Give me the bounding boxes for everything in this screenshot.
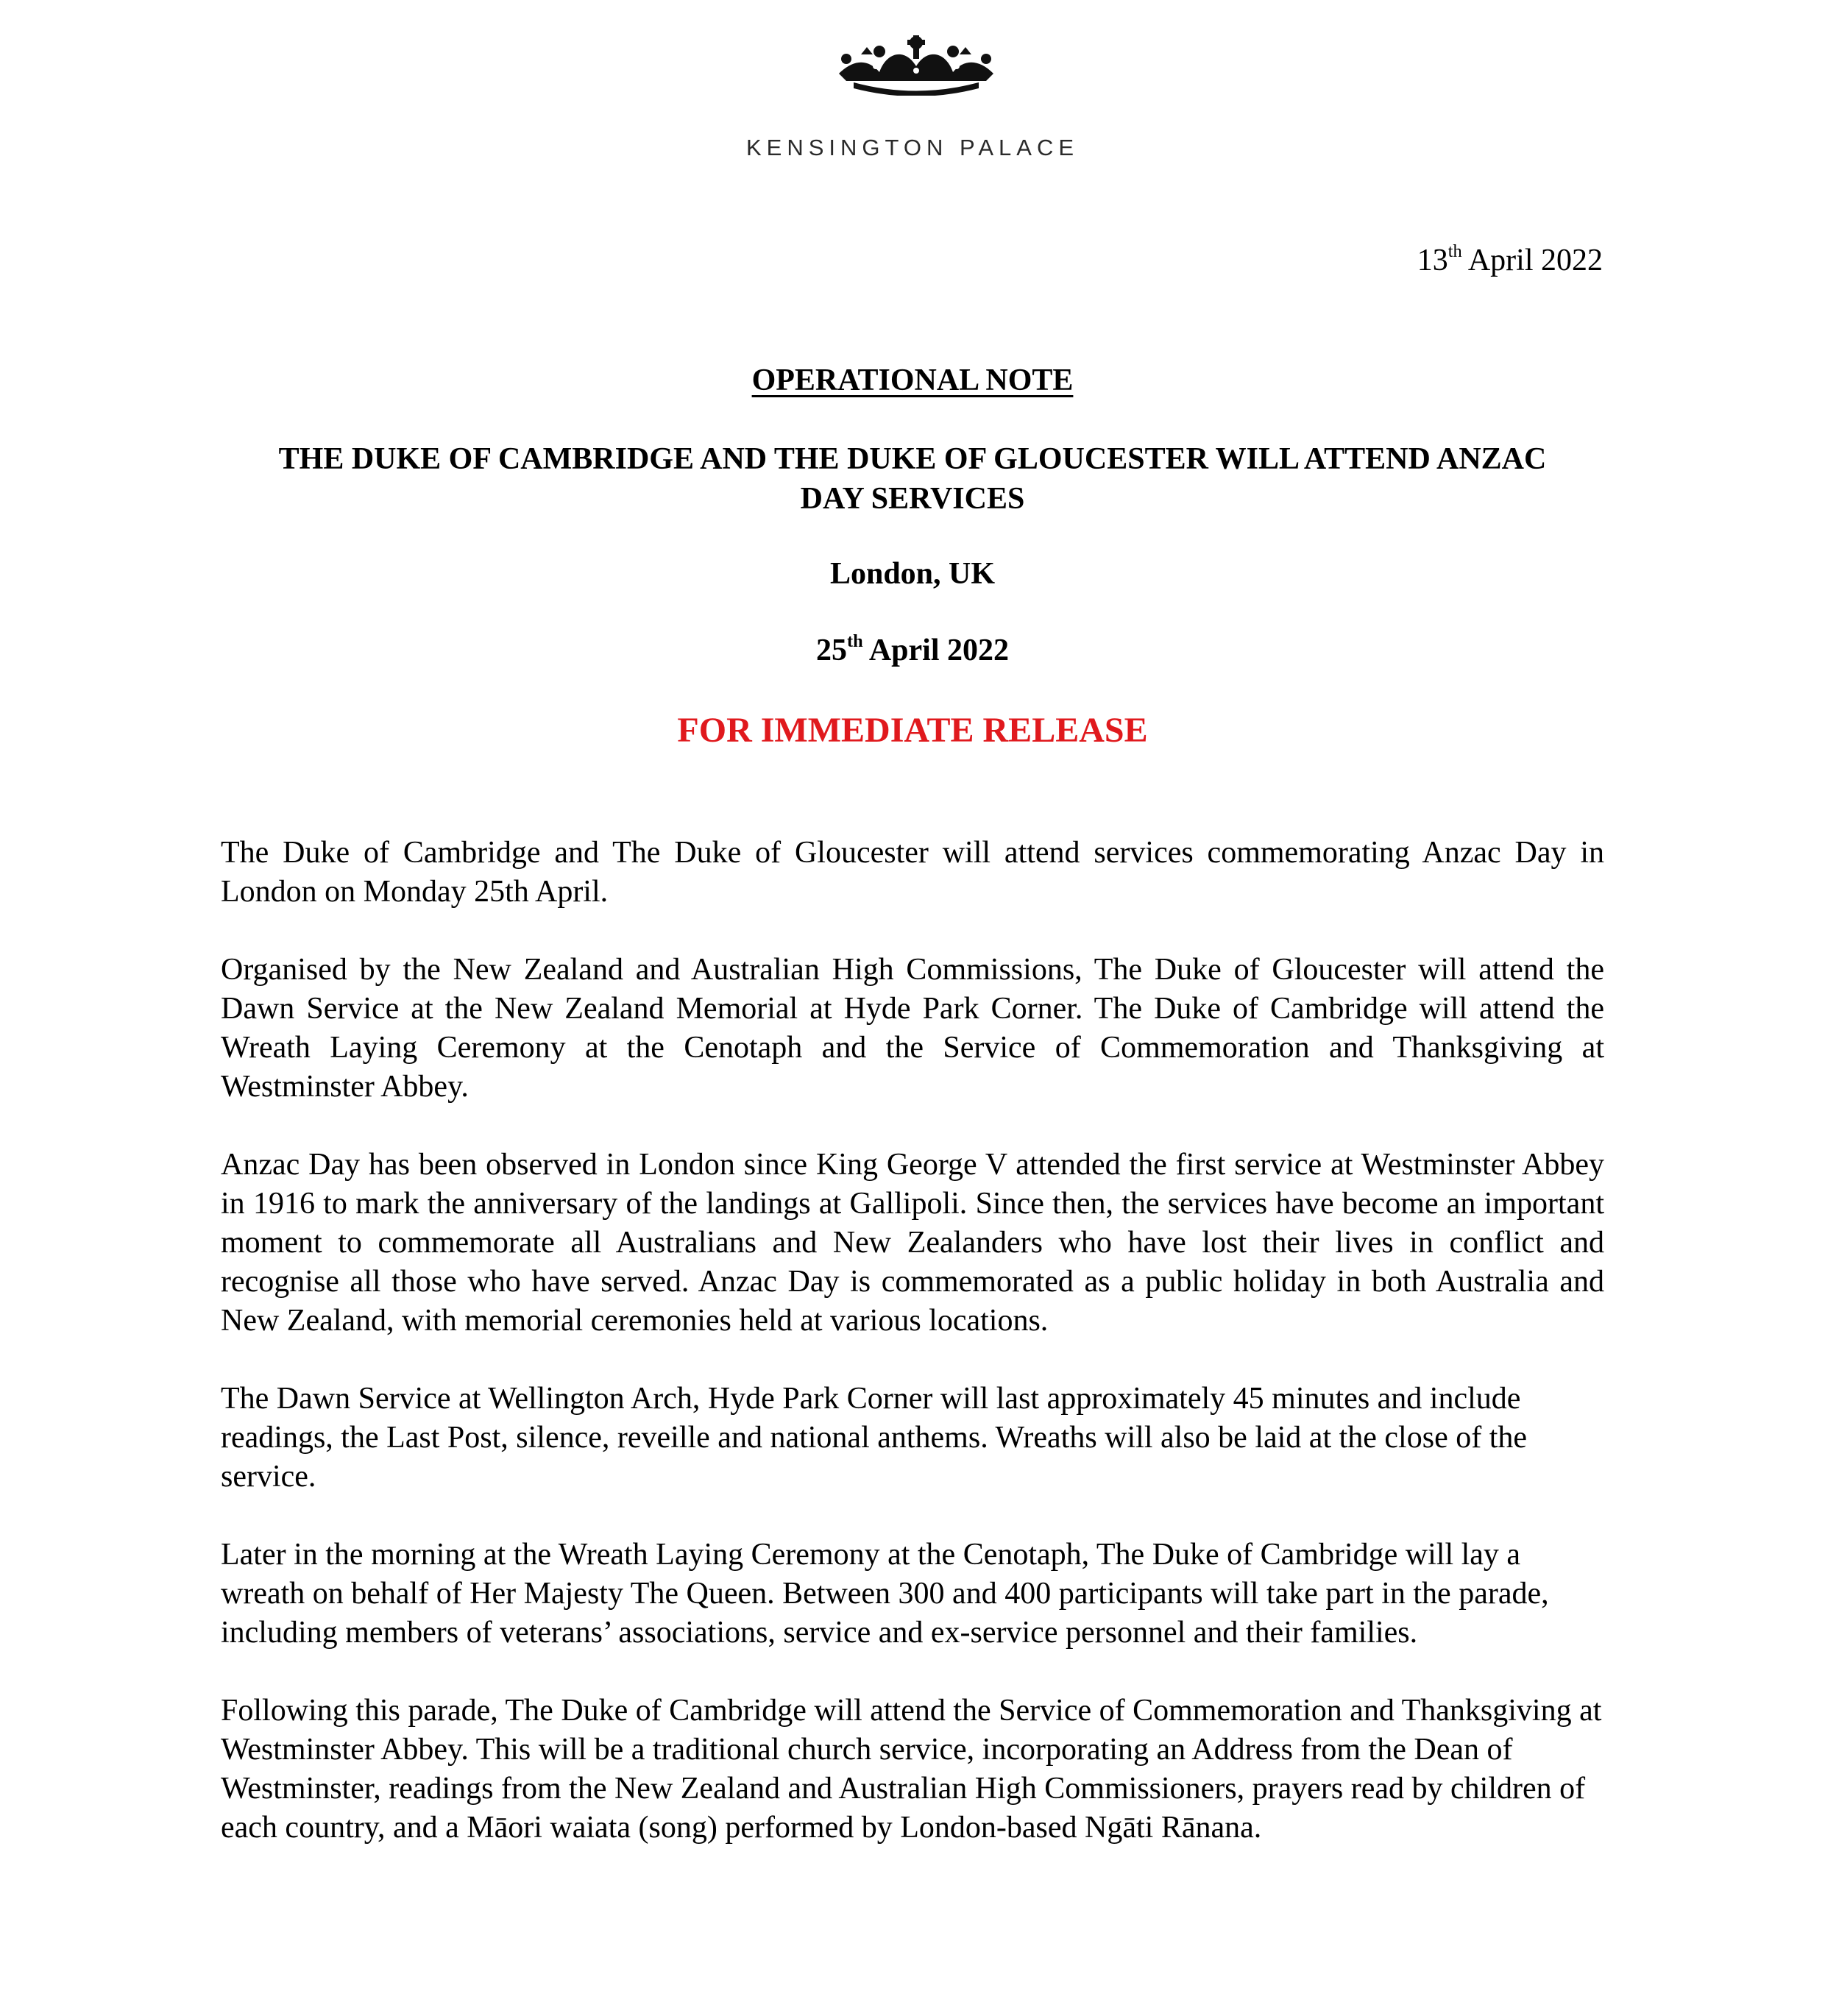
issue-date-suffix: th [1447,241,1462,261]
paragraph: Organised by the New Zealand and Australian High Commissions, The Duke of Gloucester will attend the Dawn Service at the New Zealand Memorial at Hyde Park Corner. The Duke of Cambridge will attend the Wreath Laying Ceremony at the Cenotaph and the Service of Commemoration and Thanksgiving at Westminster Abbey. [221,953,1604,1104]
paragraph: Anzac Day has been observed in London since King George V attended the first service at Westminster Abbey in 1916 to mark the anniversary of the landings at Gallipoli. Since then, the services have become an important moment to commemorate all Australians and New Zealanders who have lost their lives in conflict and recognise all those who have served. Anzac Day is commemorated as a public holiday in both Australia and New Zealand, with memorial ceremonies held at various locations. [221,1148,1604,1338]
location: London, UK [829,557,996,591]
event-date-rest: April 2022 [862,633,1010,667]
event-date-day: 25 [815,633,847,667]
body-text [221,834,1604,1887]
operational-note-label: OPERATIONAL NOTE [751,363,1074,397]
issue-date-day: 13 [1417,244,1448,277]
paragraph: The Dawn Service at Wellington Arch, Hyde Park Corner will last approximately 45 minutes and include readings, the Last Post, silence, reveille and national anthems. Wreaths will also be laid at the close of the service. [221,1382,1528,1494]
paragraph: Later in the morning at the Wreath Laying Ceremony at the Cenotaph, The Duke of Cambridge will lay a wreath on behalf of Her Majesty The Queen. Between 300 and 400 participants will take part in the parade, including members of veterans’ associations, service and ex-service personnel and their families. [221,1538,1549,1650]
paragraph: The Duke of Cambridge and The Duke of Gloucester will attend services commemorating Anzac Day in London on Monday 25th April. [221,836,1604,909]
issue-date-rest: April 2022 [1461,244,1603,277]
paragraph: Following this parade, The Duke of Cambridge will attend the Service of Commemoration and Thanksgiving at Westminster Abbey. This will be a traditional church service, incorporating an Address from the Dean of Westminster, readings from the New Zealand and Australian High Commissioners, prayers read by children of each country, and a Māori waiata (song) performed by London-based Ngāti Rānana. [221,1694,1602,1845]
event-date-suffix: th [846,631,863,651]
event-date [0,633,1825,668]
crown-icon [824,29,1008,96]
headline: THE DUKE OF CAMBRIDGE AND THE DUKE OF GLOUCESTER WILL ATTEND ANZAC DAY SERVICES [278,442,1547,516]
issue-date [1417,243,1603,278]
release-label: FOR IMMEDIATE RELEASE [677,711,1148,750]
organization-name: KENSINGTON PALACE [745,135,1080,160]
